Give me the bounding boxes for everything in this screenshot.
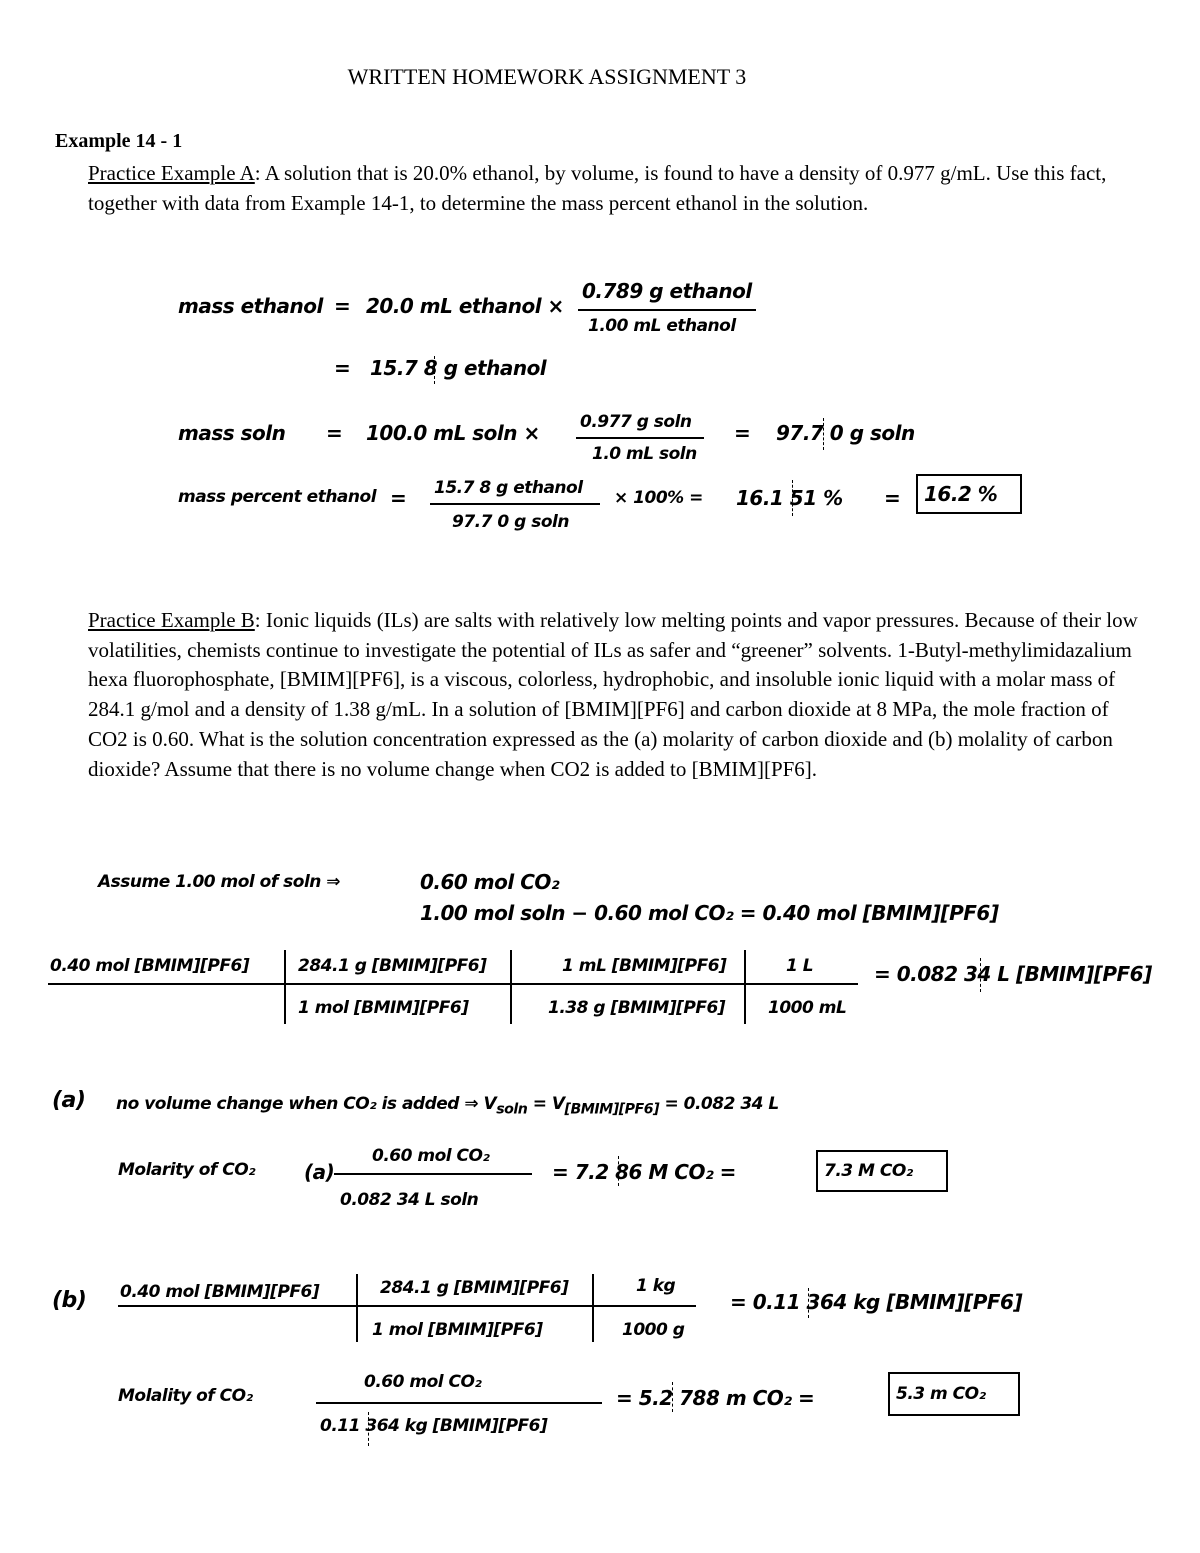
mass-factor-2-numerator: 284.1 g [BMIM][PF6] [380, 1278, 569, 1298]
fraction-bar [334, 1173, 532, 1175]
sig-fig-divider [618, 1156, 619, 1186]
factor-divider [510, 950, 512, 1024]
page-title: WRITTEN HOMEWORK ASSIGNMENT 3 [347, 64, 747, 89]
equals-sign: = [334, 356, 351, 380]
answer-box-molality: 5.3 m CO₂ [888, 1372, 1020, 1416]
vol-factor-3-numerator: 1 mL [BMIM][PF6] [562, 956, 727, 976]
vol-factor-4-denominator: 1000 mL [768, 998, 847, 1018]
vol-factor-4-numerator: 1 L [786, 956, 814, 976]
factor-divider [592, 1274, 594, 1342]
mass-result: = 0.11 364 kg [BMIM][PF6] [730, 1290, 1023, 1314]
molality-numerator: 0.60 mol CO₂ [364, 1372, 482, 1392]
molality-raw: = 5.2 788 m CO₂ = [616, 1386, 815, 1410]
fraction-bar [48, 983, 858, 985]
fraction-bar [316, 1402, 602, 1404]
equals-sign: (a) [304, 1160, 335, 1184]
part-a-sub-soln: soln [496, 1101, 528, 1118]
percent-denominator: 97.7 0 g soln [452, 512, 569, 532]
fraction-bar [576, 437, 704, 439]
assume-co2: 0.60 mol CO₂ [420, 870, 560, 894]
mass-soln-result: 97.7 0 g soln [776, 421, 915, 445]
molarity-denominator: 0.082 34 L soln [340, 1190, 479, 1210]
vol-factor-1: 0.40 mol [BMIM][PF6] [50, 956, 250, 976]
assume-statement: Assume 1.00 mol of soln ⇒ [98, 872, 341, 892]
sig-fig-divider [434, 356, 435, 384]
practice-b-text: : Ionic liquids (ILs) are salts with relatively low melting points and vapor pressures. Because of their low volatilities, chemists continue to investigate the potential of ILs as safer and “greener” solvents. 1-Butyl-methylimidazalium hexa fluorophosphate, [BMIM][PF6], is a viscous, colorless, hydrophobic, and insoluble ionic liquid with a molar mass of 284.1 g/mol and a density of 1.38 g/mL. In a solution of [BMIM][PF6] and carbon dioxide at 8 MPa, the mole fraction of CO2 is 0.60. What is the solution concentration expressed as the (a) molarity of carbon dioxide and (b) molality of carbon dioxide? Assume that there is no volume change when CO2 is added to [BMIM][PF6]. [88, 608, 1138, 781]
mass-factor-1: 0.40 mol [BMIM][PF6] [120, 1282, 320, 1302]
fraction-bar [578, 309, 756, 311]
mass-soln-label: mass soln [178, 421, 286, 445]
part-a-sub-bmim: [BMIM][PF6] [564, 1101, 660, 1118]
equals-sign: = [334, 294, 351, 318]
moles-bmim-line: 1.00 mol soln − 0.60 mol CO₂ = 0.40 mol [BMIM][PF6] [420, 901, 999, 925]
mass-factor-3-numerator: 1 kg [636, 1276, 676, 1296]
example-heading: Example 14 - 1 [55, 130, 183, 152]
equals-sign: = [326, 421, 343, 445]
factor-divider [744, 950, 746, 1024]
sig-fig-divider [672, 1382, 673, 1412]
answer-box-molarity: 7.3 M CO₂ [816, 1150, 948, 1192]
fraction-bar [430, 503, 600, 505]
equals-sign: = [734, 421, 751, 445]
mass-percent-label: mass percent ethanol [178, 487, 377, 507]
fraction-bar [118, 1305, 696, 1307]
molarity-label: Molarity of CO₂ [118, 1160, 256, 1180]
ethanol-density-denominator: 1.00 mL ethanol [588, 316, 736, 336]
practice-a-text: : A solution that is 20.0% ethanol, by volume, is found to have a density of 0.977 g/mL. Use this fact, together with data from Example 14-1, to determine the mass percent ethanol in the solution. [88, 161, 1107, 215]
molality-label: Molality of CO₂ [118, 1386, 253, 1406]
vol-factor-2-denominator: 1 mol [BMIM][PF6] [298, 998, 469, 1018]
practice-a-label: Practice Example A [88, 161, 255, 185]
equals-sign: = [390, 486, 407, 510]
part-a-label: (a) [52, 1088, 86, 1113]
answer-box-percent: 16.2 % [916, 474, 1022, 514]
molarity-raw: = 7.2 86 M CO₂ = [552, 1160, 736, 1184]
sig-fig-divider [808, 1288, 809, 1318]
vol-factor-3-denominator: 1.38 g [BMIM][PF6] [548, 998, 726, 1018]
practice-b-label: Practice Example B [88, 608, 255, 632]
practice-b-paragraph [88, 606, 1138, 784]
vol-result: = 0.082 34 L [BMIM][PF6] [874, 962, 1152, 986]
part-a-mid: = V [527, 1094, 565, 1114]
percent-multiplier: × 100% = [614, 488, 703, 508]
part-b-label: (b) [52, 1288, 87, 1313]
soln-density-numerator: 0.977 g soln [580, 412, 692, 432]
sig-fig-divider [368, 1412, 369, 1446]
percent-raw: 16.1 51 % [736, 486, 843, 510]
molarity-numerator: 0.60 mol CO₂ [372, 1146, 490, 1166]
practice-a-paragraph [88, 159, 1138, 218]
part-a-statement [116, 1094, 779, 1117]
ethanol-density-numerator: 0.789 g ethanol [582, 279, 752, 303]
soln-density-denominator: 1.0 mL soln [592, 444, 697, 464]
mass-ethanol-label: mass ethanol [178, 294, 323, 318]
part-a-note: no volume change when CO₂ is added ⇒ V [116, 1094, 497, 1114]
sig-fig-divider [792, 480, 793, 516]
factor-divider [284, 950, 286, 1024]
mass-factor-3-denominator: 1000 g [622, 1320, 685, 1340]
mass-ethanol-result: 15.7 8 g ethanol [370, 356, 547, 380]
mass-soln-expression: 100.0 mL soln × [366, 421, 540, 445]
percent-numerator: 15.7 8 g ethanol [434, 478, 583, 498]
sig-fig-divider [980, 958, 981, 992]
equals-sign: = [884, 486, 901, 510]
molality-denominator: 0.11 364 kg [BMIM][PF6] [320, 1416, 548, 1436]
factor-divider [356, 1274, 358, 1342]
mass-factor-2-denominator: 1 mol [BMIM][PF6] [372, 1320, 543, 1340]
vol-factor-2-numerator: 284.1 g [BMIM][PF6] [298, 956, 487, 976]
part-a-value: = 0.082 34 L [659, 1094, 779, 1114]
mass-ethanol-expression: 20.0 mL ethanol × [366, 294, 564, 318]
sig-fig-divider [823, 418, 824, 450]
